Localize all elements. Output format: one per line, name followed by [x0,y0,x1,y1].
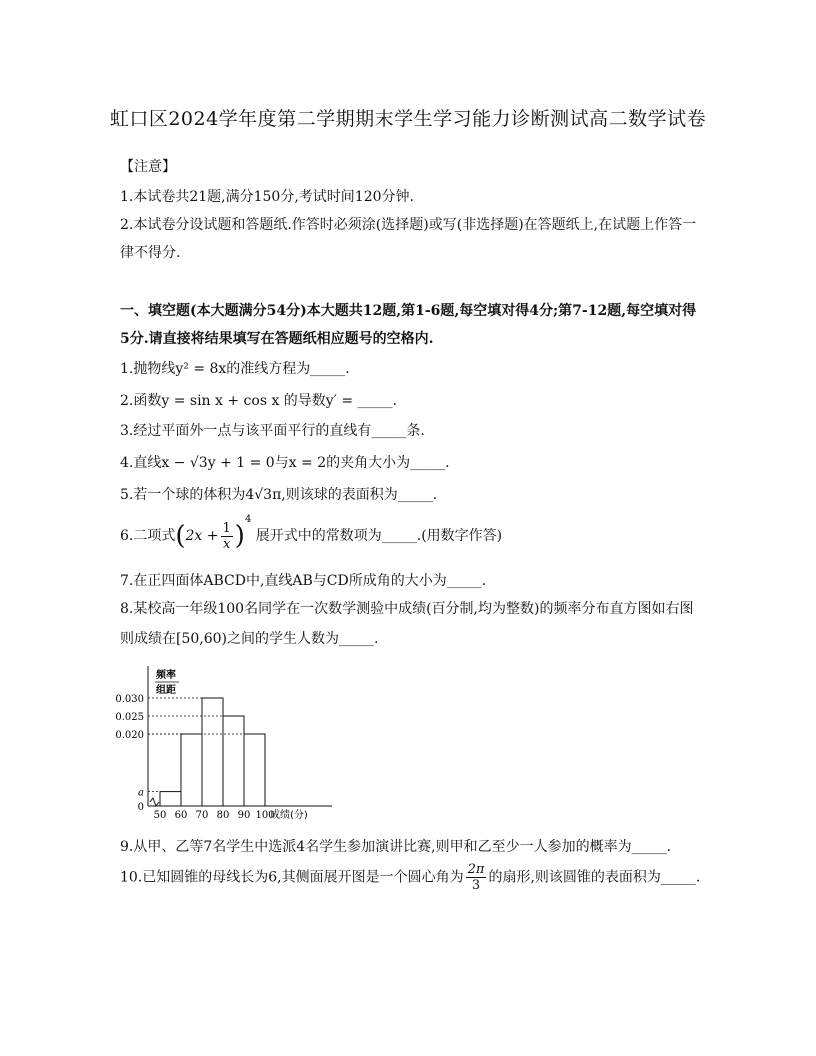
y-axis-title-top: 频率 [156,670,176,681]
question-6-exponent: 4 [244,514,252,525]
left-paren: ( [175,521,186,551]
question-8-line2: 则成绩在[50,60)之间的学生人数为_____. [120,631,379,647]
question-4: 4.直线x − √3y + 1 = 0与x = 2的夹角大小为_____. [120,455,450,471]
histogram-bar-70 [202,698,223,806]
question-6-prefix: 6.二项式 [120,528,176,544]
question-6-inner: 2x + [185,528,219,544]
histogram-bar-90 [244,734,265,806]
y-tick-label: 0 [137,802,144,813]
histogram-chart [100,660,340,820]
question-8-line1: 8.某校高一年级100名同学在一次数学测验中成绩(百分制,均为整数)的频率分布直方图如右图 [120,601,694,617]
question-5: 5.若一个球的体积为4√3π,则该球的表面积为_____. [120,487,438,503]
x-tick-label-70: 70 [195,810,209,820]
question-3: 3.经过平面外一点与该平面平行的直线有_____条. [120,423,425,439]
x-tick-label-60: 60 [174,810,188,820]
page-title: 虹口区2024学年度第二学期期末学生学习能力诊断测试高二数学试卷 [109,108,707,130]
right-paren: ) [234,521,245,551]
histogram-bar-50 [160,792,181,806]
question-7: 7.在正四面体ABCD中,直线AB与CD所成角的大小为_____. [120,573,487,589]
y-axis-title-bottom: 组距 [156,685,176,696]
question-2: 2.函数y = sin x + cos x 的导数y′ = _____. [120,393,397,409]
notice-item-2: 2.本试卷分设试题和答题纸.作答时必须涂(选择题)或写(非选择题)在答题纸上,在试题上作答一 [120,217,697,233]
question-10-suffix: 的扇形,则该圆锥的表面积为_____. [488,869,701,886]
x-axis-title: 成绩(分) [270,810,308,820]
histogram-layer [115,666,332,820]
y-tick-label: 0.030 [115,694,144,705]
question-6-frac-num: 1 [222,520,231,536]
axis-break [150,798,159,806]
question-6-fraction [221,521,233,552]
question-6 [120,514,502,552]
y-tick-label: a [138,787,144,799]
histogram-bar-60 [181,734,202,806]
question-6-suffix: 展开式中的常数项为_____.(用数字作答) [255,528,503,544]
histogram-bar-80 [223,716,244,806]
question-10-prefix: 10.已知圆锥的母线长为6,其侧面展开图是一个圆心角为 [120,869,464,886]
section-heading-line2: 5分.请直接将结果填写在答题纸相应题号的空格内. [120,331,434,347]
y-tick-label: 0.025 [115,712,144,723]
x-tick-label-50: 50 [153,810,167,820]
y-tick-label: 0.020 [115,730,144,741]
question-10-fraction [466,862,487,893]
notice-item-1: 1.本试卷共21题,满分150分,考试时间120分钟. [120,189,414,205]
question-6-frac-den: x [222,536,231,552]
question-10 [120,862,700,893]
question-1: 1.抛物线y² = 8x的准线方程为_____. [120,361,350,377]
question-10-frac-num: 2π [467,862,485,877]
notice-heading: 【注意】 [120,159,176,175]
x-tick-label-100: 100 [255,810,275,820]
section-heading-line1: 一、填空题(本大题满分54分)本大题共12题,第1-6题,每空填对得4分;第7-12题,每空填对得 [120,303,697,319]
question-9: 9.从甲、乙等7名学生中选派4名学生参加演讲比赛,则甲和乙至少一人参加的概率为_____. [120,839,672,855]
question-10-frac-den: 3 [471,878,481,893]
x-tick-label-90: 90 [237,810,251,820]
notice-item-3: 律不得分. [120,245,181,261]
x-tick-label-80: 80 [216,810,230,820]
